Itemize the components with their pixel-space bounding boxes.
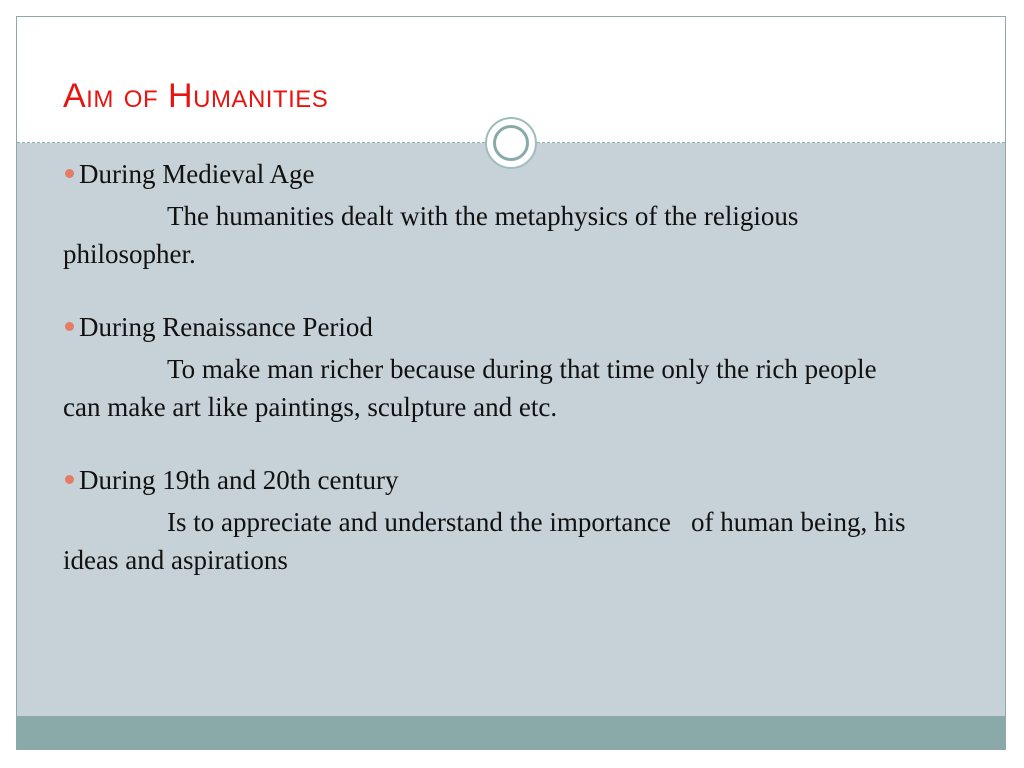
- section-paragraph: To make man richer because during that time only the rich people can make art like paintings, sculpture and etc.: [63, 354, 877, 422]
- footer-band: [17, 716, 1005, 750]
- bullet-heading: [63, 155, 913, 193]
- bullet-dot-icon: [65, 169, 74, 178]
- section-paragraph: The humanities dealt with the metaphysics of the religious philosopher.: [63, 201, 799, 269]
- section-modern: [63, 461, 913, 579]
- slide-body: [63, 155, 913, 614]
- heading-text: During Renaissance Period: [79, 312, 373, 342]
- slide-title: Aim of Humanities: [63, 77, 329, 115]
- section-paragraph: Is to appreciate and understand the importance of human being, his ideas and aspirations: [63, 507, 913, 575]
- heading-text: During 19th and 20th century: [79, 465, 399, 495]
- bullet-heading: [63, 461, 913, 499]
- section-renaissance: [63, 308, 913, 426]
- slide: [16, 16, 1006, 750]
- bullet-dot-icon: [65, 475, 74, 484]
- section-medieval: [63, 155, 913, 273]
- bullet-dot-icon: [65, 322, 74, 331]
- heading-text: During Medieval Age: [79, 159, 315, 189]
- bullet-heading: [63, 308, 913, 346]
